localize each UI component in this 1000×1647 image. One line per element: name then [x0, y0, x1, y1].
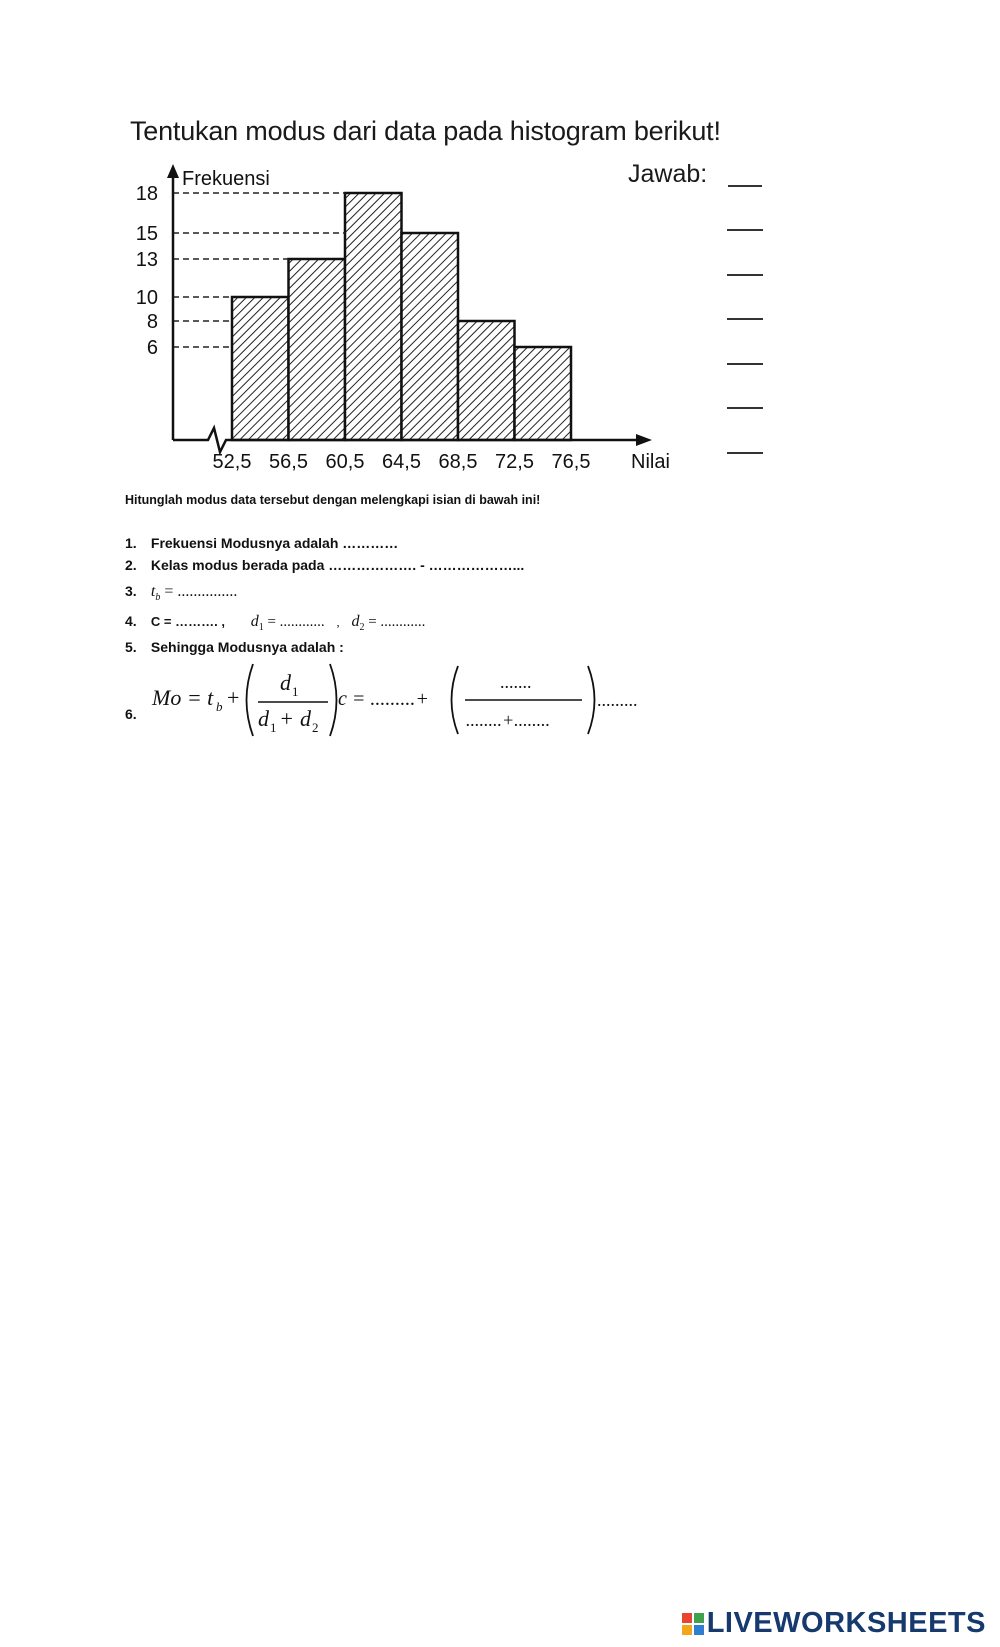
x-axis-label: Nilai [631, 451, 670, 473]
formula-c-eq: c = .........+ [338, 688, 429, 710]
separator: , [336, 615, 340, 629]
x-tick-label: 60,5 [325, 451, 365, 473]
question-number: 5. [125, 639, 137, 655]
formula-tail: ......... [597, 690, 638, 710]
formula-blank-numerator: ....... [500, 672, 532, 692]
x-tick-label: 56,5 [269, 451, 308, 473]
x-tick-label: 64,5 [382, 451, 421, 473]
x-tick-label: 52,5 [212, 451, 252, 473]
formula-paren-left [247, 664, 254, 736]
worksheet-title: Tentukan modus dari data pada histogram berikut! [130, 116, 721, 146]
histogram-bar [515, 347, 572, 440]
answer-label: Jawab: [628, 160, 708, 188]
formula-lhs-sub: b [216, 699, 223, 714]
question-3 [125, 583, 237, 603]
histogram-bar [458, 321, 515, 440]
question-text: Sehingga Modusnya adalah : [150, 639, 344, 655]
formula-paren-right-2 [588, 666, 595, 734]
x-axis-break [173, 428, 232, 452]
d1-blank: = ............ [263, 614, 325, 630]
formula-den-b: d [300, 706, 311, 731]
y-tick-label: 13 [135, 249, 158, 271]
y-axis-arrow [167, 164, 179, 178]
histogram-bar [232, 297, 289, 440]
formula-den-b-sub: 2 [312, 720, 319, 735]
tb-variable: t [150, 583, 156, 600]
x-tick-label: 76,5 [551, 451, 591, 473]
y-tick-label: 15 [135, 223, 158, 245]
y-tick-label: 10 [135, 287, 158, 309]
histogram-bar [345, 193, 402, 440]
tb-blank: = ............... [160, 583, 238, 600]
formula-paren-right [330, 664, 337, 736]
question-number: 4. [125, 613, 137, 629]
brand-name: LIVEWORKSHEETS [706, 1607, 986, 1639]
x-tick-label: 72,5 [495, 451, 534, 473]
d2-variable: d [351, 613, 360, 630]
formula-plus: + [227, 685, 240, 710]
formula-den-a-sub: 1 [270, 720, 277, 735]
y-tick-label: 8 [146, 311, 158, 333]
d1-subscript: 1 [258, 621, 264, 633]
liveworksheets-logo [681, 1607, 986, 1640]
question-1 [125, 535, 398, 551]
mode-formula [150, 660, 670, 740]
logo-icon [681, 1612, 707, 1636]
formula-paren-left-2 [452, 666, 459, 734]
formula-numerator-sub: 1 [292, 684, 299, 699]
y-axis-label: Frekuensi [182, 168, 270, 190]
formula-numerator: d [280, 670, 291, 695]
formula-blank-denominator: ........+........ [466, 710, 551, 730]
x-tick-label: 68,5 [438, 451, 478, 473]
y-tick-label: 18 [135, 183, 158, 205]
question-4 [125, 613, 425, 633]
question-number: 1. [125, 535, 137, 551]
tb-subscript: b [155, 591, 161, 603]
formula-den-plus: + [275, 706, 299, 731]
question-text: Kelas modus berada pada ………………. - ………………... [150, 557, 525, 573]
x-axis-arrow [636, 434, 652, 446]
question-text: Frekuensi Modusnya adalah ………… [150, 535, 399, 551]
question-5 [125, 639, 344, 655]
question-number: 2. [125, 557, 137, 573]
question-number: 6. [125, 706, 137, 722]
y-tick-label: 6 [146, 337, 158, 359]
formula-den-a: d [258, 706, 269, 731]
svg-text:Mo = t [151, 685, 214, 710]
formula-lhs: Mo = t [152, 685, 214, 710]
histogram-bar [402, 233, 459, 440]
d2-blank: = ............ [364, 614, 426, 630]
question-2 [125, 557, 524, 573]
histogram-bar [289, 259, 346, 440]
histogram-chart [0, 0, 1000, 500]
d1-variable: d [250, 613, 259, 630]
question-text: C = ………. , [150, 614, 225, 629]
question-number: 3. [125, 583, 137, 599]
d2-subscript: 2 [359, 621, 365, 633]
question-6 [125, 706, 147, 722]
instruction-text: Hitunglah modus data tersebut dengan melengkapi isian di bawah ini! [125, 493, 541, 507]
